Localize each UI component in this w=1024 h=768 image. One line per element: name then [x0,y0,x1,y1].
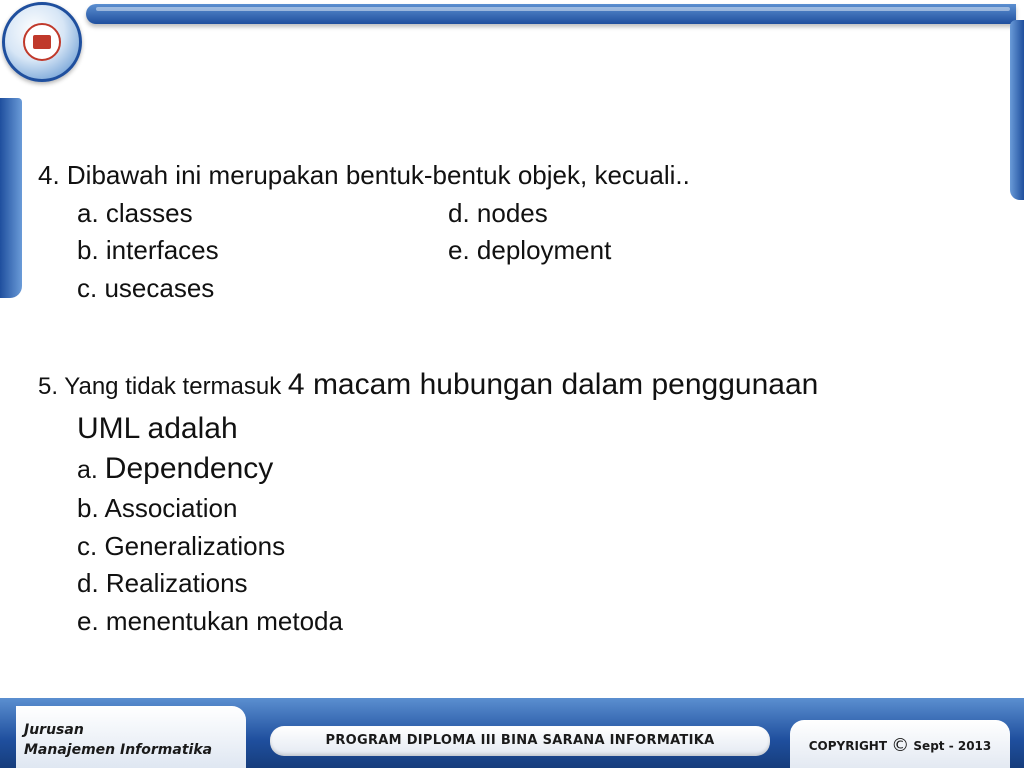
option-c: c. Generalizations [77,530,286,561]
question-5-title-main: 4 macam hubungan dalam penggunaan [287,368,819,401]
question-5-title [38,363,998,409]
top-frame-bar [86,4,1016,24]
department-label [24,720,212,760]
option-e: e. menentukan metoda [77,605,343,636]
question-5-title-prefix: 5. Yang tidak termasuk [38,373,288,400]
option-d: d. nodes [448,197,548,228]
right-frame-bar [1010,20,1024,200]
program-label: PROGRAM DIPLOMA III BINA SARANA INFORMATIKA [325,733,715,748]
option-e: e. deployment [448,235,612,265]
option-a-prefix: a. [77,456,105,484]
copyright-word: COPYRIGHT [808,739,888,753]
question-5-options [38,449,998,640]
option-a [77,449,998,490]
question-5-title-continued: UML adalah [77,412,238,445]
bsi-logo-icon [2,2,82,82]
question-4-options [38,195,998,308]
footer [0,690,1024,768]
copyright-date: Sept - 2013 [913,739,992,753]
slide-content [38,157,998,640]
option-d: d. Realizations [77,568,248,598]
question-5 [38,363,998,640]
department-line-2: Manajemen Informatika [24,742,213,758]
department-line-1: Jurusan [24,722,84,738]
option-b: b. interfaces [77,235,219,265]
logo-emblem [23,23,61,61]
question-4 [38,157,998,307]
copyright-icon: © [891,735,910,756]
left-frame-bar [0,98,22,298]
option-c: c. usecases [77,272,215,303]
option-a-text: Dependency [104,452,274,485]
option-a: a. classes [77,197,193,228]
copyright-label [790,734,1010,758]
option-b: b. Association [77,493,238,523]
question-4-title: 4. Dibawah ini merupakan bentuk-bentuk objek, kecuali.. [38,160,690,190]
